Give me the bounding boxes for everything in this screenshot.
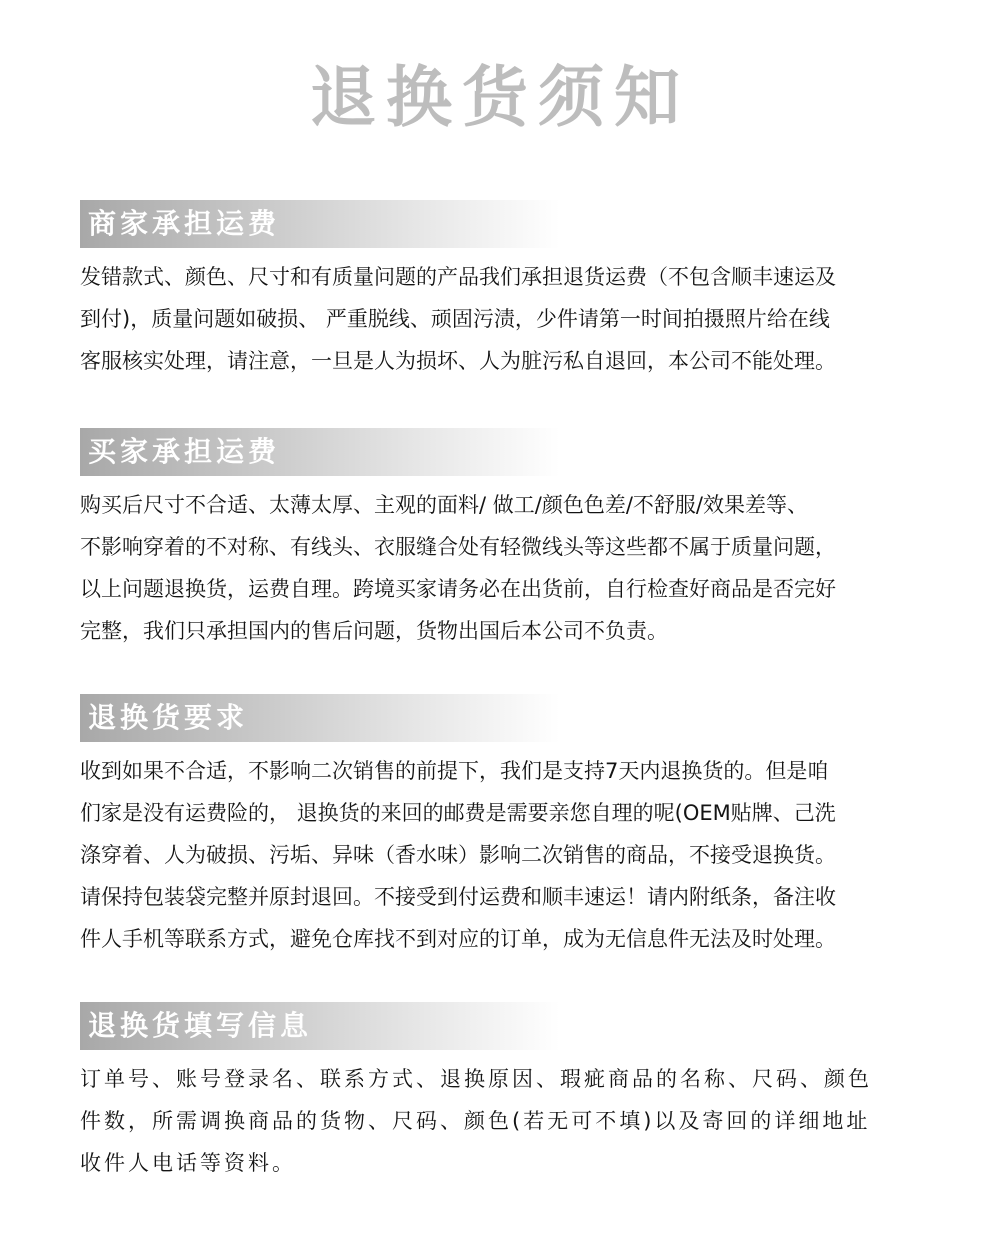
section-heading: 买家承担运费 — [88, 435, 281, 468]
section-seller-pays-shipping — [80, 200, 940, 382]
section-return-requirements — [80, 694, 940, 960]
section-header — [80, 1002, 560, 1050]
section-body — [80, 1058, 940, 1184]
paragraph-line: 订单号、账号登录名、联系方式、退换原因、瑕疵商品的名称、尺码、颜色 — [80, 1067, 872, 1091]
section-header — [80, 428, 560, 476]
paragraph-line: 购买后尺寸不合适、太薄太厚、主观的面料/ 做工/颜色色差/不舒服/效果差等、 — [80, 493, 808, 517]
section-heading: 退换货填写信息 — [88, 1009, 313, 1042]
paragraph-line: 客服核实处理，请注意，一旦是人为损坏、人为脏污私自退回，本公司不能处理。 — [80, 349, 836, 373]
page-title: 退换货须知 — [310, 59, 690, 136]
section-header — [80, 200, 560, 248]
paragraph-line: 完整，我们只承担国内的售后问题，货物出国后本公司不负责。 — [80, 619, 668, 643]
section-body — [80, 484, 940, 652]
section-heading: 退换货要求 — [88, 701, 249, 734]
paragraph-line: 们家是没有运费险的， 退换货的来回的邮费是需要亲您自理的呢(OEM贴牌、己洗 — [80, 801, 836, 825]
paragraph-line: 件数，所需调换商品的货物、尺码、颜色(若无可不填)以及寄回的详细地址 — [80, 1109, 871, 1133]
paragraph-line: 发错款式、颜色、尺寸和有质量问题的产品我们承担退货运费（不包含顺丰速运及 — [80, 265, 836, 289]
section-buyer-pays-shipping — [80, 428, 940, 652]
paragraph-line: 以上问题退换货，运费自理。跨境买家请务必在出货前，自行检查好商品是否完好 — [80, 577, 836, 601]
section-header — [80, 694, 560, 742]
paragraph-line: 涤穿着、人为破损、污垢、异味（香水味）影响二次销售的商品，不接受退换货。 — [80, 843, 836, 867]
paragraph-line: 请保持包装袋完整并原封退回。不接受到付运费和顺丰速运！请内附纸条，备注收 — [80, 885, 836, 909]
section-body — [80, 750, 940, 960]
section-return-info-fields — [80, 1002, 940, 1184]
paragraph-line: 不影响穿着的不对称、有线头、衣服缝合处有轻微线头等这些都不属于质量问题， — [80, 535, 836, 559]
section-body — [80, 256, 940, 382]
paragraph-line: 件人手机等联系方式，避免仓库找不到对应的订单，成为无信息件无法及时处理。 — [80, 927, 836, 951]
paragraph-line: 收件人电话等资料。 — [80, 1151, 296, 1175]
paragraph-line: 收到如果不合适，不影响二次销售的前提下，我们是支持7天内退换货的。但是咱 — [80, 759, 829, 783]
paragraph-line: 到付)，质量问题如破损、 严重脱线、顽固污渍，少件请第一时间拍摄照片给在线 — [80, 307, 830, 331]
section-heading: 商家承担运费 — [88, 207, 281, 240]
